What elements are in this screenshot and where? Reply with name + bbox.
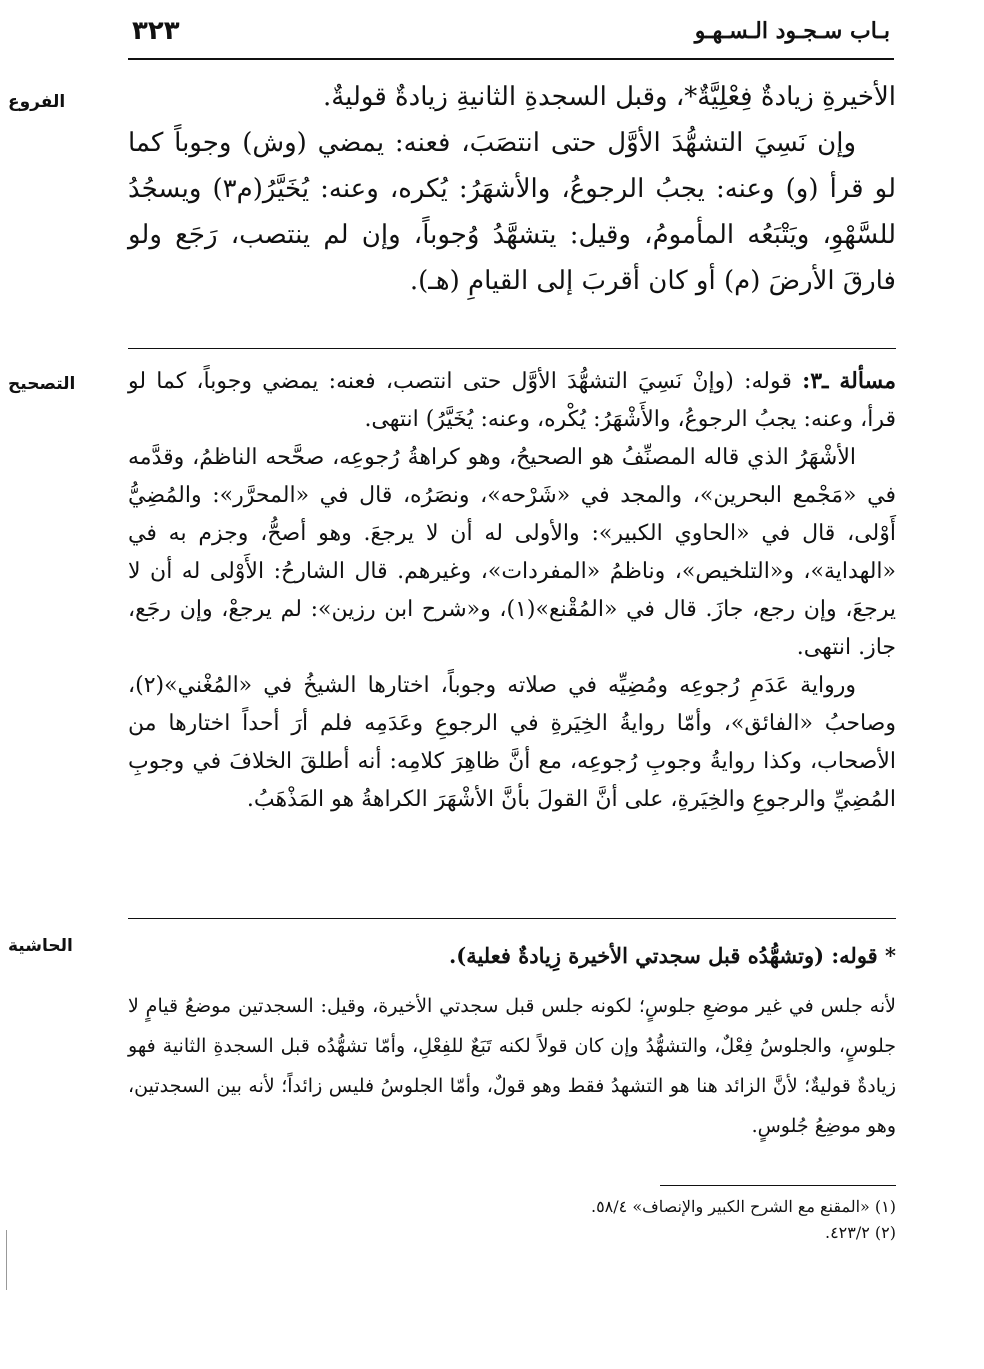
label-tashih: التصحيح	[8, 374, 76, 394]
hashiya-heading: * قوله: (وتشهُّدُه قبل سجدتي الأخيرة زِيادةٌ فعلية).	[448, 943, 896, 968]
furu-paragraph-1: الأخيرةِ زيادةٌ فِعْلِيَّةٌ*، وقبل السجدةِ الثانيةِ زيادةٌ قوليةٌ.	[322, 82, 896, 112]
tashih-paragraph-1	[128, 362, 896, 439]
label-hashiya: الحاشية	[8, 936, 73, 956]
tashih-paragraph-2: الأشْهَرُ الذي قاله المصنِّفُ هو الصحيحُ، وهو كراهةُ رُجوعِه، صحَّحه الناظمُ، وقدَّمه في «مَجْمع البحرين»، والمجد في «شَرْحه»، ونصَرُه، قال في «المحرَّر»: والمُضِيُّ أَوْلى، قال في «الحاوي الكبير»: والأولى له أن لا يرجعَ. وهو أصحُّ، وجزم به في «الهداية»، و«التلخيص»، وناظمُ «المفردات»، وغيرهم. قال الشارحُ: الأَوْلى له أن لا يرجعَ، وإن رجع، جازَ. قال في «المُقْنع»(١)، و«شرح ابن رزين»: لم يرجعْ، وإن رجَع، جاز. انتهى.	[128, 445, 896, 660]
issue-number: مسألة ـ٣:	[802, 368, 896, 394]
page-number: ٣٢٣	[132, 16, 180, 46]
section-divider	[128, 918, 896, 919]
scan-margin-mark	[6, 1230, 7, 1290]
hashiya-section	[128, 936, 896, 1146]
furu-paragraph-2: وإن نَسِيَ التشهُّدَ الأوَّل حتى انتصَبَ، فعنه: يمضي (وش) وجوباً كما لو قرأ (و) وعنه: يجبُ الرجوعُ، والأشهَرُ: يُكره، وعنه: يُخَيَّرُ(م٣) ويسجُدُ للسَّهْوِ، ويَتْبَعُه المأمومُ، وقيل: يتشهَّدُ وُجوباً، وإن لم ينتصب، رَجَع ولو فارقَ الأرضَ (م) أو كان أقربَ إلى القيامِ (هـ).	[128, 128, 896, 296]
section-divider	[128, 348, 896, 349]
footnote-1: (١) «المقنع مع الشرح الكبير والإنصاف» ٥٨/٤.	[590, 1197, 896, 1216]
tashih-paragraph-3: ورواية عَدَمِ رُجوعِه ومُضِيِّه في صلاته وجوباً، اختارها الشيخُ في «المُغْني»(٢)، وصاحبُ «الفائق»، وأمّا روايةُ الخِيَرةِ في الرجوعِ وعَدَمِه فلم أرَ أحداً اختارها من الأصحاب، وكذا روايةُ وجوبِ رُجوعِه، مع أنَّ ظاهِرَ كلامِه: أنه أطلقَ الخلافَ في وجوبِ المُضِيِّ والرجوعِ والخِيَرةِ، على أنَّ القولَ بأنَّ الأشْهَرَ الكراهةُ هو المَذْهَبُ.	[128, 673, 896, 812]
footnote-2: (٢) ٤٢٣/٢.	[824, 1223, 896, 1242]
furu-section	[128, 74, 896, 304]
tashih-paragraph-1-text: قوله: (وإنْ نَسِيَ التشهُّدَ الأوَّل حتى انتصب، فعنه: يمضي وجوباً، كما لو قرأ، وعنه: يجبُ الرجوعُ، والأَشْهَرُ: يُكْره، وعنه: يُخَيَّرُ) انتهى.	[128, 369, 896, 432]
page-header	[128, 14, 894, 60]
footnotes	[128, 1194, 896, 1246]
running-title: بـاب سـجـود الـسـهـو	[694, 18, 890, 44]
hashiya-body: لأنه جلس في غير موضعِ جلوسٍ؛ لكونه جلس قبل سجدتي الأخيرة، وقيل: السجدتين موضعُ قيامٍ لا جلوسٍ، والجلوسُ فِعْلٌ، والتشهُّدُ وإن كان قولاً لكنه تَبَعٌ للفِعْلِ، وأمّا تشهُّدُه قبل السجدةِ الثانية فهو زيادةٌ قوليةٌ؛ لأنَّ الزائد هنا هو التشهدُ فقط وهو قولٌ، وأمّا الجلوسُ فليس زائداً؛ لأنه بين السجدتين، وهو موضِعُ جُلوسٍ.	[128, 995, 896, 1137]
label-furu: الفروع	[8, 92, 66, 112]
tashih-section	[128, 362, 896, 819]
footnote-divider	[660, 1185, 896, 1186]
